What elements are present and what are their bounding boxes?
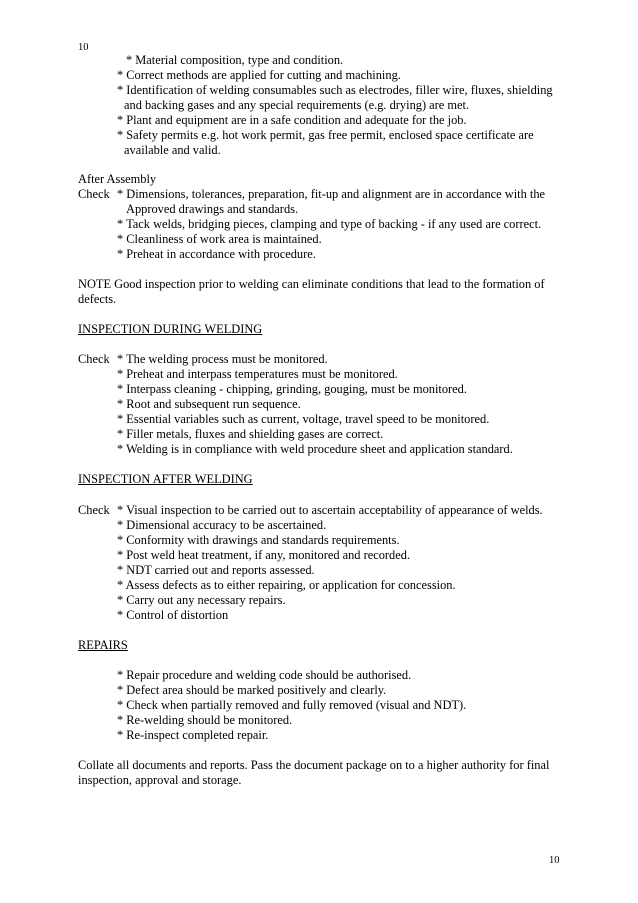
list-item: * Repair procedure and welding code should be authorised. (117, 668, 412, 682)
list-item: * Preheat in accordance with procedure. (117, 247, 316, 261)
list-item: * The welding process must be monitored. (117, 352, 328, 366)
list-item: * Tack welds, bridging pieces, clamping and type of backing - if any used are correct. (117, 217, 542, 231)
list-item: * Post weld heat treatment, if any, monitored and recorded. (117, 548, 411, 562)
closing-line: Collate all documents and reports. Pass the document package on to a higher authority for final (78, 758, 550, 772)
list-item: * Essential variables such as current, voltage, travel speed to be monitored. (117, 412, 490, 426)
check-label: Check (78, 187, 110, 201)
list-item-continuation: available and valid. (124, 143, 221, 157)
list-item: * Welding is in compliance with weld procedure sheet and application standard. (117, 442, 513, 456)
list-item: * Visual inspection to be carried out to ascertain acceptability of appearance of welds. (117, 503, 543, 517)
list-item: * Dimensional accuracy to be ascertained. (117, 518, 327, 532)
closing-line: inspection, approval and storage. (78, 773, 242, 787)
note-line: NOTE Good inspection prior to welding can eliminate conditions that lead to the formation of (78, 277, 545, 291)
list-item: * Carry out any necessary repairs. (117, 593, 286, 607)
list-item: * Check when partially removed and fully removed (visual and NDT). (117, 698, 467, 712)
list-item: * Safety permits e.g. hot work permit, gas free permit, enclosed space certificate are (117, 128, 534, 142)
list-item: * Filler metals, fluxes and shielding gases are correct. (117, 427, 384, 441)
heading-inspection-after-welding: INSPECTION AFTER WELDING (78, 472, 253, 486)
list-item: * Preheat and interpass temperatures must be monitored. (117, 367, 398, 381)
page-number-bottom: 10 (549, 855, 560, 866)
list-item: * Root and subsequent run sequence. (117, 397, 301, 411)
list-item: * Re-welding should be monitored. (117, 713, 293, 727)
list-item: * Correct methods are applied for cutting and machining. (117, 68, 401, 82)
check-label: Check (78, 503, 110, 517)
list-item: * Material composition, type and condition. (126, 53, 344, 67)
list-item: * Cleanliness of work area is maintained. (117, 232, 322, 246)
list-item: * Re-inspect completed repair. (117, 728, 269, 742)
list-item: * NDT carried out and reports assessed. (117, 563, 315, 577)
note-line: defects. (78, 292, 117, 306)
list-item: * Dimensions, tolerances, preparation, fit-up and alignment are in accordance with the (117, 187, 546, 201)
list-item: * Identification of welding consumables such as electrodes, filler wire, fluxes, shielding (117, 83, 553, 97)
list-item-continuation: and backing gases and any special requirements (e.g. drying) are met. (124, 98, 470, 112)
heading-inspection-during-welding: INSPECTION DURING WELDING (78, 322, 263, 336)
list-item: * Defect area should be marked positively and clearly. (117, 683, 387, 697)
list-item: * Assess defects as to either repairing, or application for concession. (117, 578, 456, 592)
check-label: Check (78, 352, 110, 366)
heading-repairs: REPAIRS (78, 638, 128, 652)
page-number-top: 10 (78, 42, 89, 53)
section-title-after-assembly: After Assembly (78, 172, 157, 186)
list-item: * Interpass cleaning - chipping, grinding, gouging, must be monitored. (117, 382, 467, 396)
list-item: * Control of distortion (117, 608, 229, 622)
list-item: * Plant and equipment are in a safe condition and adequate for the job. (117, 113, 467, 127)
list-item: * Conformity with drawings and standards requirements. (117, 533, 400, 547)
list-item-continuation: Approved drawings and standards. (126, 202, 299, 216)
